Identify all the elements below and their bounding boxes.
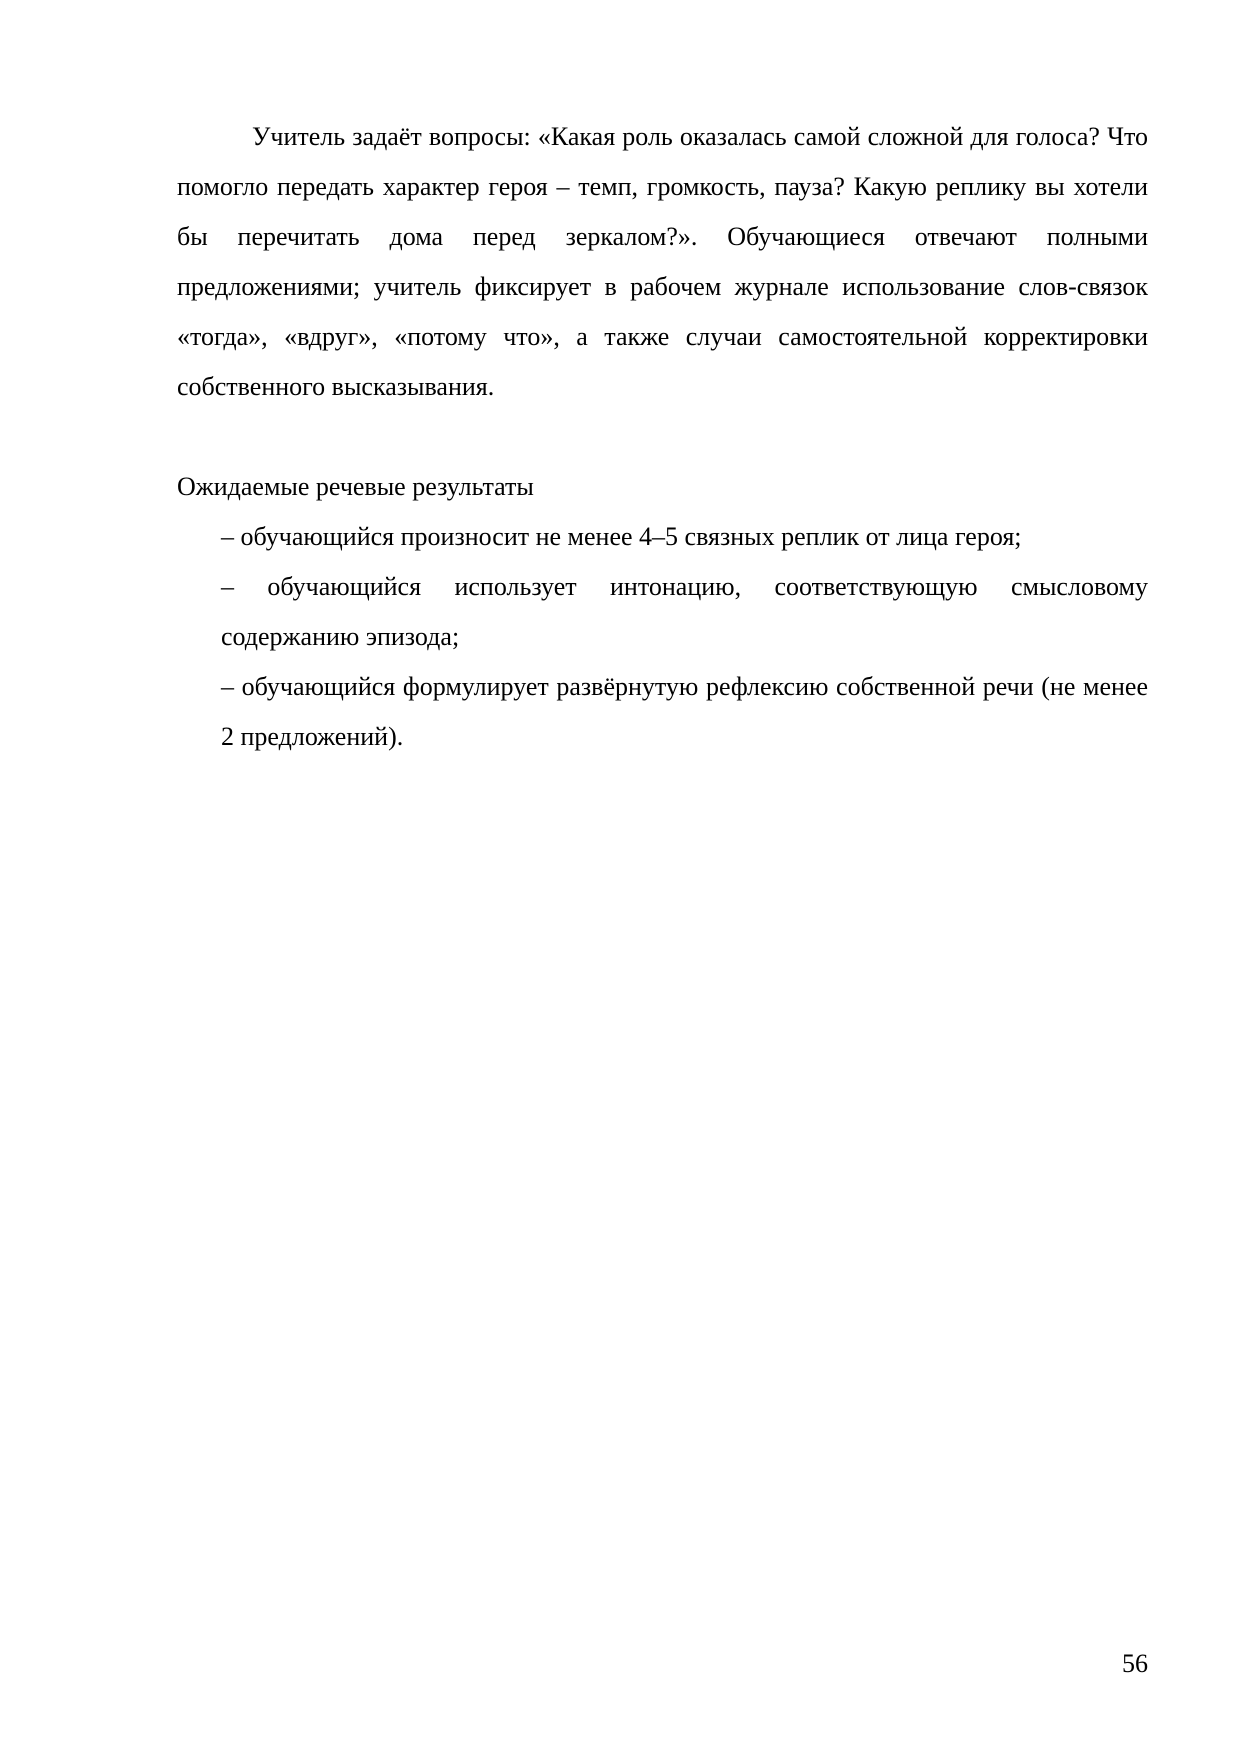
list-item: – обучающийся формулирует развёрнутую рефлексию собственной речи (не менее 2 предложений). — [221, 672, 1148, 751]
paragraph-spacer — [177, 412, 1148, 462]
body-paragraph: Учитель задаёт вопросы: «Какая роль оказалась самой сложной для голоса? Что помогло передать характер героя – темп, громкость, пауза? Какую реплику вы хотели бы перечитать дома перед зеркалом?». Обучающиеся отвечают полными предложениями; учитель фиксирует в рабочем журнале использование слов-связок «тогда», «вдруг», «потому что», а также случаи самостоятельной корректировки собственного высказывания. — [177, 122, 1148, 401]
page-content — [177, 112, 1148, 762]
results-list — [177, 512, 1148, 762]
list-item: – обучающийся произносит не менее 4–5 связных реплик от лица героя; — [221, 522, 1022, 551]
list-item: – обучающийся использует интонацию, соответствующую смысловому содержанию эпизода; — [221, 572, 1148, 651]
section-heading: Ожидаемые речевые результаты — [177, 472, 534, 501]
page-number: 56 — [1122, 1649, 1148, 1678]
